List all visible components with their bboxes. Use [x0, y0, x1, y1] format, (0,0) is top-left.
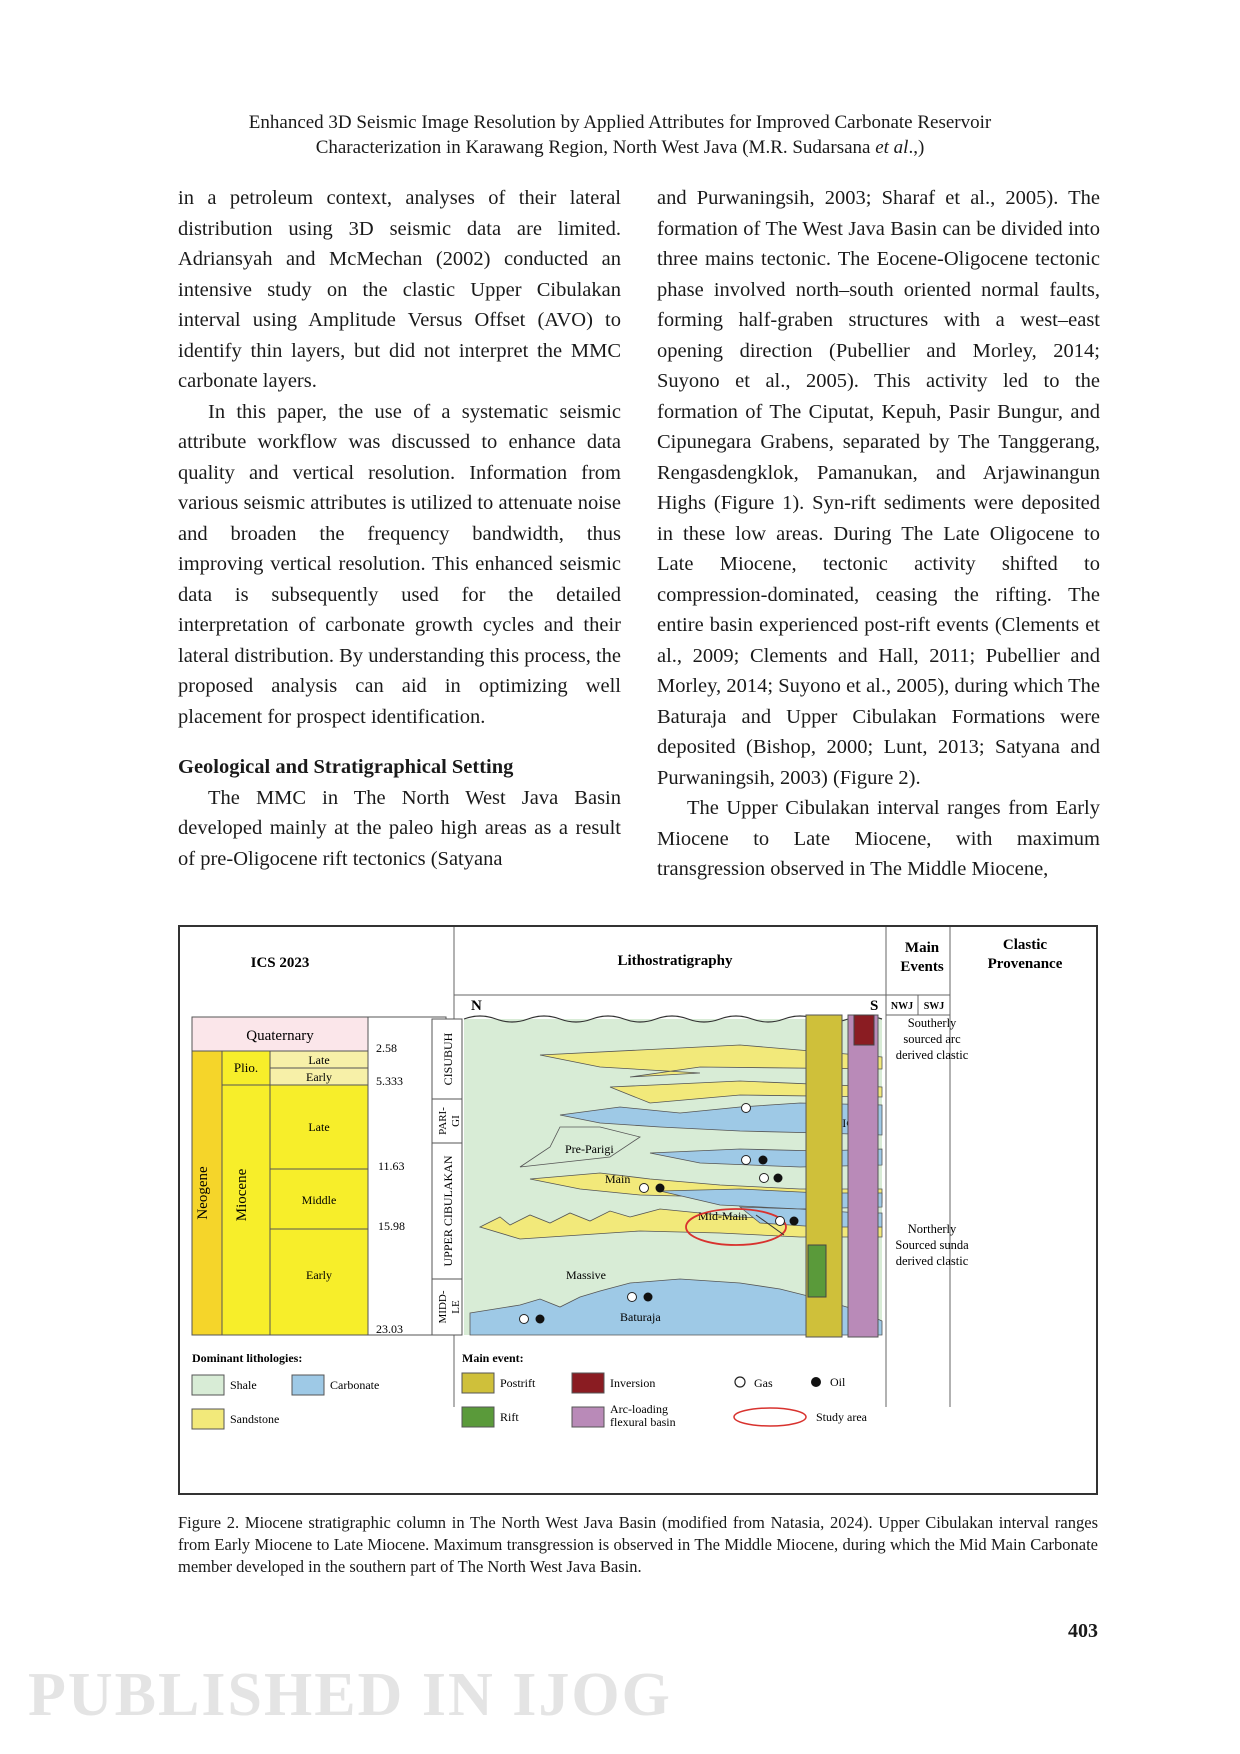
right-paragraph-1: and Purwaningsih, 2003; Sharaf et al., 2005). The formation of The West Java Basin can be divided into three mains tectonic. The Eocene-Oligocene tectonic phase involved north–south oriented normal faults, forming half-graben structures with a west–east opening direction (Pubellier and Morley, 2014; Suyono et al., 2005). This activity led to the formation of The Ciputat, Kepuh, Pasir Bungur, and Cipunegara Grabens, separated by The Tanggerang, Rengasdengklok, Pamanukan, and Arjawinangun Highs (Figure 1). Syn-rift sediments were deposited in these low areas. During The Late Oligocene to Late Miocene, tectonic activity shifted to compression-dominated, ceasing the rifting. The entire basin experienced post-rift events (Clements et al., 2009; Clements and Hall, 2011; Pubellier and Morley, 2014; Suyono et al., 2005), during which The Baturaja and Upper Cibulakan Formations were deposited (Bishop, 2000; Lunt, 2013; Satyana and Purwaningsih, 2003) (Figure 2). [657, 187, 1100, 789]
header-line-2-end: .,) [908, 137, 925, 158]
age-5-333: 5.333 [376, 1074, 403, 1088]
figure-stratigraphic-column [178, 925, 1098, 1495]
neogene-label: Neogene [195, 1166, 211, 1220]
massive-label: Massive [566, 1268, 606, 1282]
plio-early-label: Early [306, 1070, 332, 1084]
legend-sandstone: Sandstone [230, 1412, 280, 1426]
legend-shale: Shale [230, 1378, 257, 1392]
age-11-63: 11.63 [378, 1159, 405, 1173]
rift-bar [808, 1245, 826, 1297]
legend-inversion: Inversion [610, 1376, 656, 1390]
left-paragraph-1: in a petroleum context, analyses of their lateral distribution using 3D seismic data are limited. Adriansyah and McMechan (2002) conducted an intensive study on the clastic Upper Cibulakan interval using Amplitude Versus Offset (AVO) to identify thin layers, but did not interpret the MMC carbonate layers. [178, 187, 621, 392]
prov-north-2: Sourced sunda [895, 1238, 969, 1252]
quaternary-label: Quaternary [246, 1028, 314, 1044]
figure-caption: Figure 2. Miocene stratigraphic column in The North West Java Basin (modified from Natasia, 2024). Upper Cibulakan interval ranges from Early Miocene to Late Miocene. Maximum transgression is observed in The Middle Miocene, during which the Mid Main Carbonate member developed in the southern part of The North West Java Basin. [178, 1513, 1098, 1576]
prov-south-1: Southerly [907, 1016, 957, 1030]
age-15-98: 15.98 [378, 1219, 405, 1233]
header-line-1: Enhanced 3D Seismic Image Resolution by Applied Attributes for Improved Carbonate Reservoir [248, 112, 992, 133]
nwj-label: NWJ [890, 1001, 914, 1012]
formation-parigi-1: PARI- [437, 1107, 449, 1135]
legend-oil: Oil [830, 1375, 846, 1389]
legend-arc-1: Arc-loading [610, 1402, 668, 1416]
age-23-03: 23.03 [376, 1322, 403, 1336]
miocene-label: Miocene [234, 1168, 250, 1222]
formation-cisubuh: CISUBUH [441, 1032, 455, 1086]
legend-arc-2: flexural basin [610, 1415, 676, 1429]
formation-parigi-2: GI [450, 1115, 462, 1127]
page-number: 403 [1068, 1620, 1098, 1642]
main-label: Main [605, 1172, 631, 1186]
formation-middle-2: LE [450, 1300, 462, 1314]
left-paragraph-3: The MMC in The North West Java Basin developed mainly at the paleo high areas as a result of pre-Oligocene rift tectonics (Satyana [178, 786, 621, 870]
prov-north-3: derived clastic [895, 1254, 969, 1268]
prov-south-2: sourced arc [903, 1032, 961, 1046]
inversion-bar [854, 1015, 874, 1045]
miocene-early-label: Early [306, 1268, 332, 1282]
legend-study-area: Study area [816, 1410, 867, 1424]
stratigraphy-diagram [180, 927, 1096, 1493]
header-line-2-etal: et al [875, 137, 909, 158]
plio-late-label: Late [308, 1053, 330, 1067]
miocene-middle-label: Middle [301, 1193, 337, 1207]
prov-south-3: derived clastic [895, 1048, 969, 1062]
north-label: N [471, 998, 482, 1014]
left-paragraph-2: In this paper, the use of a systematic seismic attribute workflow was discussed to enhance data quality and vertical resolution. Information from various seismic attributes is utilized to attenuate noise and broaden the frequency bandwidth, thus improving vertical resolution. This enhanced seismic data is subsequently used for the detailed interpretation of carbonate growth cycles and their lateral distribution. By understanding this process, the proposed analysis can aid in optimizing well placement for prospect identification. [178, 400, 621, 728]
events-title-1: Main [904, 940, 940, 956]
running-header [0, 110, 1240, 160]
arc-loading-bar [848, 1015, 878, 1337]
age-2-58: 2.58 [376, 1041, 397, 1055]
legend-postrift: Postrift [500, 1376, 536, 1390]
miocene-late-label: Late [308, 1120, 330, 1134]
formation-middle-1: MIDD- [437, 1290, 449, 1324]
legend-event-title: Main event: [462, 1351, 524, 1365]
left-column [178, 183, 621, 874]
south-label: S [870, 998, 879, 1014]
mid-main-label: Mid-Main [698, 1209, 748, 1223]
right-column [657, 183, 1100, 885]
provenance-title-2: Provenance [987, 956, 1063, 972]
baturaja-label: Baturaja [620, 1310, 661, 1324]
pre-parigi-label: Pre-Parigi [565, 1142, 614, 1156]
legend-rift: Rift [500, 1410, 519, 1424]
header-line-2 [0, 135, 1240, 160]
legend-carbonate: Carbonate [330, 1378, 380, 1392]
legend-lith-title: Dominant lithologies: [192, 1351, 303, 1365]
section-title: Geological and Stratigraphical Setting [178, 756, 514, 778]
watermark: PUBLISHED IN IJOG [28, 1661, 672, 1729]
swj-label: SWJ [923, 1001, 945, 1012]
events-title-2: Events [900, 959, 944, 975]
prov-north-1: Northerly [907, 1222, 957, 1236]
header-line-2-text: Characterization in Karawang Region, North West Java (M.R. Sudarsana [315, 137, 876, 158]
pliocene-label: Plio. [233, 1060, 259, 1075]
lithostratigraphy-title: Lithostratigraphy [617, 953, 733, 969]
formation-upper-cibulakan: UPPER CIBULAKAN [441, 1155, 455, 1267]
right-paragraph-2: The Upper Cibulakan interval ranges from Early Miocene to Late Miocene, with maximum transgression observed in The Middle Miocene, [657, 797, 1100, 880]
legend-gas: Gas [754, 1376, 773, 1390]
ics-title: ICS 2023 [250, 955, 310, 971]
provenance-title-1: Clastic [1002, 937, 1048, 953]
